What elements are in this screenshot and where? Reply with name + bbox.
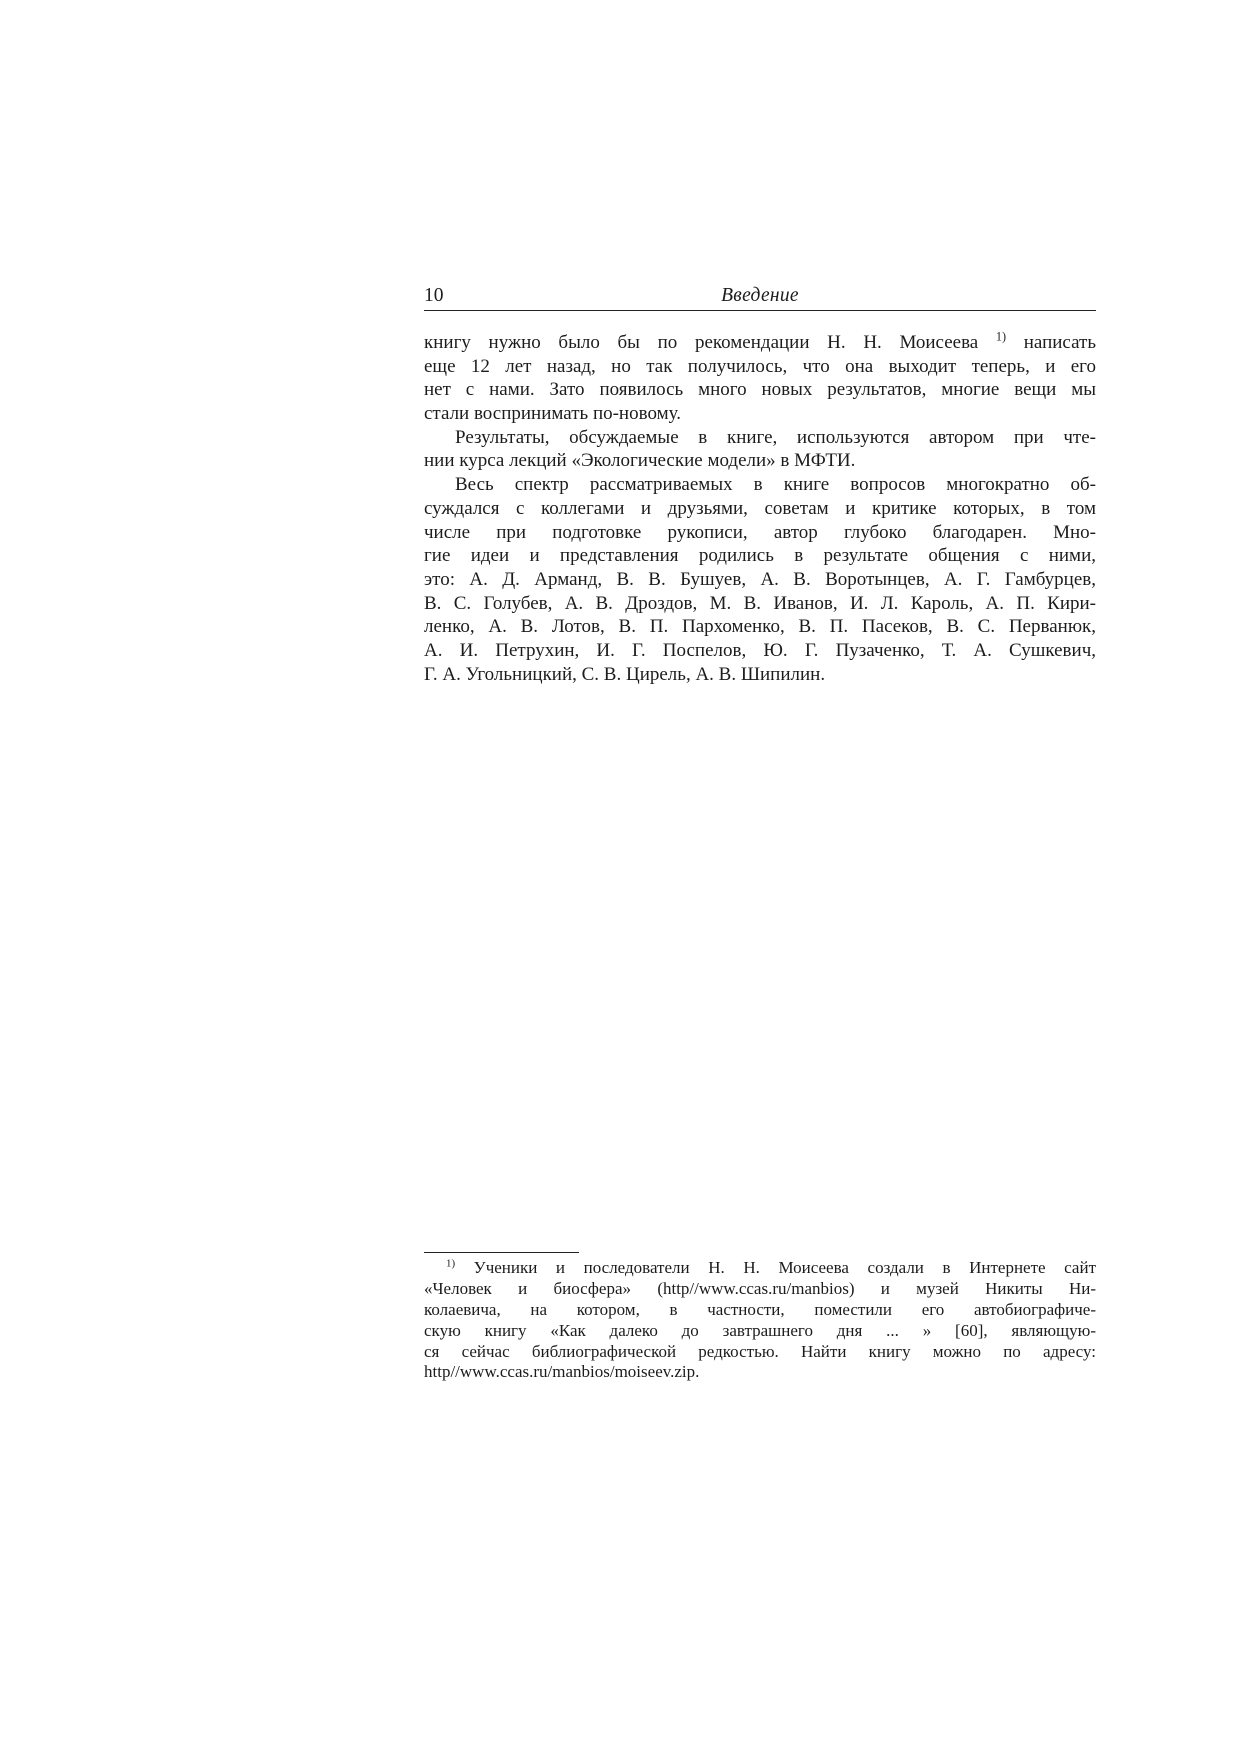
footnote: [424, 1252, 1096, 1383]
footnote-line: колаевича, на котором, в частности, поместили его автобиографиче-: [424, 1299, 1096, 1319]
footnote-reference: 1): [995, 331, 1007, 344]
text-line: нет с нами. Зато появилось много новых результатов, многие вещи мы: [424, 379, 1096, 401]
text-line: Результаты, обсуждаемые в книге, используются автором при чте-: [455, 426, 1096, 448]
footnote-line: [424, 1258, 1096, 1279]
running-header: [424, 284, 1096, 311]
text-segment: написать: [1023, 332, 1096, 353]
text-line: нии курса лекций «Экологические модели» в МФТИ.: [424, 450, 856, 472]
text-line: числе при подготовке рукописи, автор глубоко благодарен. Мно-: [424, 521, 1096, 543]
footnote-line: ся сейчас библиографической редкостью. Найти книгу можно по адресу:: [424, 1341, 1096, 1361]
text-line: стали воспринимать по-новому.: [424, 403, 681, 425]
text-line: Весь спектр рассматриваемых в книге вопросов многократно об-: [455, 474, 1096, 496]
footnote-line: скую книгу «Как далеко до завтрашнего дня ... » [60], являющую-: [424, 1320, 1096, 1340]
text-line: В. С. Голубев, А. В. Дроздов, М. В. Иванов, И. Л. Кароль, А. П. Кири-: [424, 592, 1096, 614]
footnote-marker: 1): [446, 1258, 456, 1270]
text-segment: Ученики и последователи Н. Н. Моисеева создали в Интернете сайт: [473, 1258, 1096, 1277]
text-line: [424, 331, 1096, 355]
page-number: 10: [424, 285, 444, 306]
footnote-rule: [424, 1252, 579, 1253]
body-text: [424, 331, 1096, 686]
text-line: еще 12 лет назад, но так получилось, что она выходит теперь, и его: [424, 355, 1096, 377]
text-line: Г. А. Угольницкий, С. В. Цирель, А. В. Шипилин.: [424, 663, 826, 685]
running-title: Введение: [721, 285, 799, 306]
text-line: А. И. Петрухин, И. Г. Поспелов, Ю. Г. Пузаченко, Т. А. Сушкевич,: [424, 639, 1096, 661]
text-segment: книгу нужно было бы по рекомендации Н. Н. Моисеева: [424, 332, 979, 353]
text-line: суждался с коллегами и друзьями, советам и критике которых, в том: [424, 497, 1096, 519]
footnote-line: http//www.ccas.ru/manbios/moiseev.zip.: [424, 1362, 700, 1382]
text-line: это: А. Д. Арманд, В. В. Бушуев, А. В. Воротынцев, А. Г. Гамбурцев,: [424, 568, 1096, 590]
footnote-line: «Человек и биосфера» (http//www.ccas.ru/manbios) и музей Никиты Ни-: [424, 1278, 1096, 1298]
text-line: ленко, А. В. Лотов, В. П. Пархоменко, В. П. Пасеков, В. С. Перванюк,: [424, 616, 1096, 638]
text-line: гие идеи и представления родились в результате общения с ними,: [424, 545, 1096, 567]
